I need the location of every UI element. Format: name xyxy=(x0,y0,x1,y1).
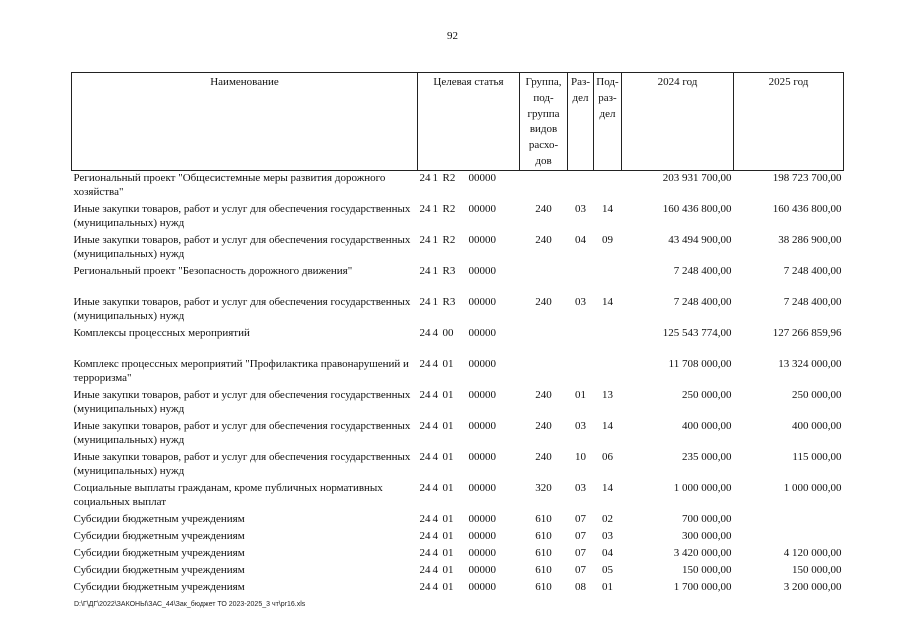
header-section: Раз- дел xyxy=(568,73,594,171)
target-part-t2: 1 xyxy=(432,171,438,184)
target-part-t3: R2 xyxy=(442,233,456,246)
row-subsection: 14 xyxy=(602,481,613,494)
row-name: Иные закупки товаров, работ и услуг для обеспечения государственных (муниципальных) нужд xyxy=(73,233,411,261)
row-group: 610 xyxy=(535,546,552,559)
row-section xyxy=(568,357,594,388)
row-2024: 300 000,00 xyxy=(682,529,732,542)
target-part-t1: 24 xyxy=(419,264,431,277)
table-row xyxy=(72,450,844,481)
target-part-t4: 00000 xyxy=(468,264,496,277)
target-part-t1: 24 xyxy=(419,580,431,593)
row-2025: 127 266 859,96 xyxy=(772,326,842,339)
target-part-t3: 01 xyxy=(442,580,454,593)
row-subsection xyxy=(594,170,622,202)
target-part-t1: 24 xyxy=(419,388,431,401)
target-part-t2: 1 xyxy=(432,202,438,215)
row-2024: 7 248 400,00 xyxy=(673,295,732,308)
target-part-t4: 00000 xyxy=(468,357,496,370)
header-name: Наименование xyxy=(72,73,418,171)
row-section: 03 xyxy=(575,202,586,215)
target-part-t2: 4 xyxy=(432,450,438,463)
table-row xyxy=(72,326,844,357)
row-2024: 3 420 000,00 xyxy=(673,546,732,559)
table-row xyxy=(72,357,844,388)
row-target xyxy=(418,563,520,580)
row-name: Региональный проект "Безопасность дорожного движения" xyxy=(73,264,353,277)
row-group: 610 xyxy=(535,529,552,542)
target-part-t4: 00000 xyxy=(468,529,496,542)
target-part-t2: 4 xyxy=(432,388,438,401)
target-part-t4: 00000 xyxy=(468,326,496,339)
row-2025: 1 000 000,00 xyxy=(783,481,842,494)
header-group: Группа, под- группа видов расхо- дов xyxy=(520,73,568,171)
target-part-t1: 24 xyxy=(419,563,431,576)
footer-file-path: D:\Г\ДГ\2022\ЗАКОНЫ\ЗАС_44\Зак_бюджет ТО 2023-2025_3 чт\pr16.xls xyxy=(74,601,306,608)
row-section: 08 xyxy=(575,580,586,593)
target-part-t3: 01 xyxy=(442,481,454,494)
table-row xyxy=(72,419,844,450)
row-2025: 3 200 000,00 xyxy=(783,580,842,593)
target-part-t4: 00000 xyxy=(468,512,496,525)
table-row xyxy=(72,563,844,580)
table-row xyxy=(72,481,844,512)
row-name: Иные закупки товаров, работ и услуг для обеспечения государственных (муниципальных) нужд xyxy=(73,202,411,230)
row-name: Социальные выплаты гражданам, кроме публичных нормативных социальных выплат xyxy=(73,481,383,509)
target-part-t3: 01 xyxy=(442,388,454,401)
row-2025: 4 120 000,00 xyxy=(783,546,842,559)
target-part-t4: 00000 xyxy=(468,233,496,246)
row-target xyxy=(418,450,520,481)
table-row xyxy=(72,295,844,326)
target-part-t1: 24 xyxy=(419,419,431,432)
row-subsection xyxy=(594,357,622,388)
row-section xyxy=(568,264,594,295)
target-part-t3: R2 xyxy=(442,202,456,215)
target-part-t1: 24 xyxy=(419,546,431,559)
target-part-t2: 4 xyxy=(432,357,438,370)
target-part-t1: 24 xyxy=(419,202,431,215)
target-part-t3: R3 xyxy=(442,264,456,277)
row-target xyxy=(418,170,520,202)
table-header-row xyxy=(72,73,844,171)
row-name: Иные закупки товаров, работ и услуг для обеспечения государственных (муниципальных) нужд xyxy=(73,419,411,447)
row-name: Субсидии бюджетным учреждениям xyxy=(73,580,245,593)
header-2024: 2024 год xyxy=(622,73,734,171)
row-section: 04 xyxy=(575,233,586,246)
row-target xyxy=(418,529,520,546)
target-part-t4: 00000 xyxy=(468,171,496,184)
target-part-t2: 1 xyxy=(432,295,438,308)
row-section: 01 xyxy=(575,388,586,401)
target-part-t2: 4 xyxy=(432,419,438,432)
row-group xyxy=(520,170,568,202)
row-target xyxy=(418,233,520,264)
table-row xyxy=(72,580,844,597)
row-target xyxy=(418,512,520,529)
target-part-t2: 1 xyxy=(432,264,438,277)
row-2025: 400 000,00 xyxy=(792,419,842,432)
row-group: 240 xyxy=(535,202,552,215)
row-target xyxy=(418,388,520,419)
row-2025 xyxy=(734,529,844,546)
row-group xyxy=(520,357,568,388)
row-name: Субсидии бюджетным учреждениям xyxy=(73,563,245,576)
row-2024: 400 000,00 xyxy=(682,419,732,432)
target-part-t3: 01 xyxy=(442,512,454,525)
row-subsection: 04 xyxy=(602,546,613,559)
row-target xyxy=(418,295,520,326)
table-row xyxy=(72,529,844,546)
table-row xyxy=(72,233,844,264)
header-2025: 2025 год xyxy=(734,73,844,171)
target-part-t3: 01 xyxy=(442,563,454,576)
target-part-t2: 4 xyxy=(432,529,438,542)
row-2024: 125 543 774,00 xyxy=(662,326,732,339)
target-part-t3: 01 xyxy=(442,450,454,463)
row-subsection xyxy=(594,264,622,295)
target-part-t1: 24 xyxy=(419,512,431,525)
row-2025: 7 248 400,00 xyxy=(783,295,842,308)
target-part-t4: 00000 xyxy=(468,481,496,494)
target-part-t3: 01 xyxy=(442,419,454,432)
row-name: Субсидии бюджетным учреждениям xyxy=(73,546,245,559)
target-part-t4: 00000 xyxy=(468,295,496,308)
row-section: 07 xyxy=(575,563,586,576)
header-subsection: Под- раз- дел xyxy=(594,73,622,171)
target-part-t3: R3 xyxy=(442,295,456,308)
target-part-t4: 00000 xyxy=(468,450,496,463)
row-2024: 700 000,00 xyxy=(682,512,732,525)
target-part-t2: 4 xyxy=(432,326,438,339)
row-subsection: 05 xyxy=(602,563,613,576)
target-part-t1: 24 xyxy=(419,326,431,339)
row-2025: 198 723 700,00 xyxy=(772,171,842,184)
row-section: 07 xyxy=(575,512,586,525)
target-part-t3: 00 xyxy=(442,326,454,339)
row-group: 240 xyxy=(535,233,552,246)
row-subsection: 01 xyxy=(602,580,613,593)
target-part-t1: 24 xyxy=(419,171,431,184)
target-part-t1: 24 xyxy=(419,450,431,463)
row-2024: 250 000,00 xyxy=(682,388,732,401)
target-part-t1: 24 xyxy=(419,529,431,542)
row-2025: 7 248 400,00 xyxy=(783,264,842,277)
target-part-t1: 24 xyxy=(419,233,431,246)
target-part-t3: R2 xyxy=(442,171,456,184)
row-target xyxy=(418,580,520,597)
target-part-t4: 00000 xyxy=(468,563,496,576)
table-row xyxy=(72,264,844,295)
row-group: 610 xyxy=(535,580,552,593)
row-subsection: 13 xyxy=(602,388,613,401)
row-2025 xyxy=(734,512,844,529)
row-2024: 203 931 700,00 xyxy=(662,171,732,184)
row-target xyxy=(418,357,520,388)
target-part-t4: 00000 xyxy=(468,546,496,559)
budget-table xyxy=(71,72,844,597)
target-part-t4: 00000 xyxy=(468,580,496,593)
row-subsection: 14 xyxy=(602,295,613,308)
row-group: 240 xyxy=(535,419,552,432)
row-section: 10 xyxy=(575,450,586,463)
row-subsection: 03 xyxy=(602,529,613,542)
row-section: 03 xyxy=(575,481,586,494)
table-row xyxy=(72,170,844,202)
row-2025: 115 000,00 xyxy=(792,450,842,463)
row-2025: 250 000,00 xyxy=(792,388,842,401)
row-group: 240 xyxy=(535,388,552,401)
target-part-t1: 24 xyxy=(419,481,431,494)
row-2024: 1 000 000,00 xyxy=(673,481,732,494)
row-target xyxy=(418,326,520,357)
row-group: 320 xyxy=(535,481,552,494)
row-2024: 150 000,00 xyxy=(682,563,732,576)
target-part-t2: 4 xyxy=(432,563,438,576)
target-part-t4: 00000 xyxy=(468,202,496,215)
page-number: 92 xyxy=(447,30,458,42)
row-group xyxy=(520,326,568,357)
row-name: Субсидии бюджетным учреждениям xyxy=(73,512,245,525)
header-target: Целевая статья xyxy=(418,73,520,171)
row-group: 240 xyxy=(535,450,552,463)
row-subsection xyxy=(594,326,622,357)
row-name: Иные закупки товаров, работ и услуг для обеспечения государственных (муниципальных) нужд xyxy=(73,388,411,416)
row-name: Комплекс процессных мероприятий "Профилактика правонарушений и терроризма" xyxy=(73,357,409,385)
row-2024: 11 708 000,00 xyxy=(668,357,732,370)
row-subsection: 06 xyxy=(602,450,613,463)
row-2024: 235 000,00 xyxy=(682,450,732,463)
row-target xyxy=(418,546,520,563)
row-2025: 160 436 800,00 xyxy=(772,202,842,215)
table-row xyxy=(72,202,844,233)
row-name: Субсидии бюджетным учреждениям xyxy=(73,529,245,542)
row-section xyxy=(568,326,594,357)
table-row xyxy=(72,388,844,419)
row-2024: 160 436 800,00 xyxy=(662,202,732,215)
row-name: Региональный проект "Общесистемные меры развития дорожного хозяйства" xyxy=(73,171,386,199)
table-row xyxy=(72,546,844,563)
row-2025: 13 324 000,00 xyxy=(778,357,842,370)
row-target xyxy=(418,202,520,233)
row-name: Иные закупки товаров, работ и услуг для обеспечения государственных (муниципальных) нужд xyxy=(73,450,411,478)
row-2024: 1 700 000,00 xyxy=(673,580,732,593)
target-part-t1: 24 xyxy=(419,295,431,308)
table-row xyxy=(72,512,844,529)
row-subsection: 14 xyxy=(602,202,613,215)
row-2025: 38 286 900,00 xyxy=(778,233,842,246)
row-section xyxy=(568,170,594,202)
row-section: 03 xyxy=(575,295,586,308)
target-part-t3: 01 xyxy=(442,357,454,370)
target-part-t2: 4 xyxy=(432,512,438,525)
row-section: 03 xyxy=(575,419,586,432)
target-part-t2: 4 xyxy=(432,546,438,559)
row-group: 610 xyxy=(535,563,552,576)
row-section: 07 xyxy=(575,529,586,542)
table-body xyxy=(72,170,844,597)
row-subsection: 02 xyxy=(602,512,613,525)
row-name: Комплексы процессных мероприятий xyxy=(73,326,250,339)
row-subsection: 09 xyxy=(602,233,613,246)
row-group: 240 xyxy=(535,295,552,308)
target-part-t3: 01 xyxy=(442,546,454,559)
row-target xyxy=(418,419,520,450)
row-group: 610 xyxy=(535,512,552,525)
row-group xyxy=(520,264,568,295)
row-2024: 43 494 900,00 xyxy=(668,233,732,246)
row-target xyxy=(418,264,520,295)
target-part-t4: 00000 xyxy=(468,388,496,401)
target-part-t3: 01 xyxy=(442,529,454,542)
target-part-t2: 1 xyxy=(432,233,438,246)
row-name: Иные закупки товаров, работ и услуг для обеспечения государственных (муниципальных) нужд xyxy=(73,295,411,323)
target-part-t4: 00000 xyxy=(468,419,496,432)
target-part-t2: 4 xyxy=(432,481,438,494)
target-part-t2: 4 xyxy=(432,580,438,593)
row-subsection: 14 xyxy=(602,419,613,432)
row-target xyxy=(418,481,520,512)
row-2025: 150 000,00 xyxy=(792,563,842,576)
target-part-t1: 24 xyxy=(419,357,431,370)
row-2024: 7 248 400,00 xyxy=(673,264,732,277)
row-section: 07 xyxy=(575,546,586,559)
